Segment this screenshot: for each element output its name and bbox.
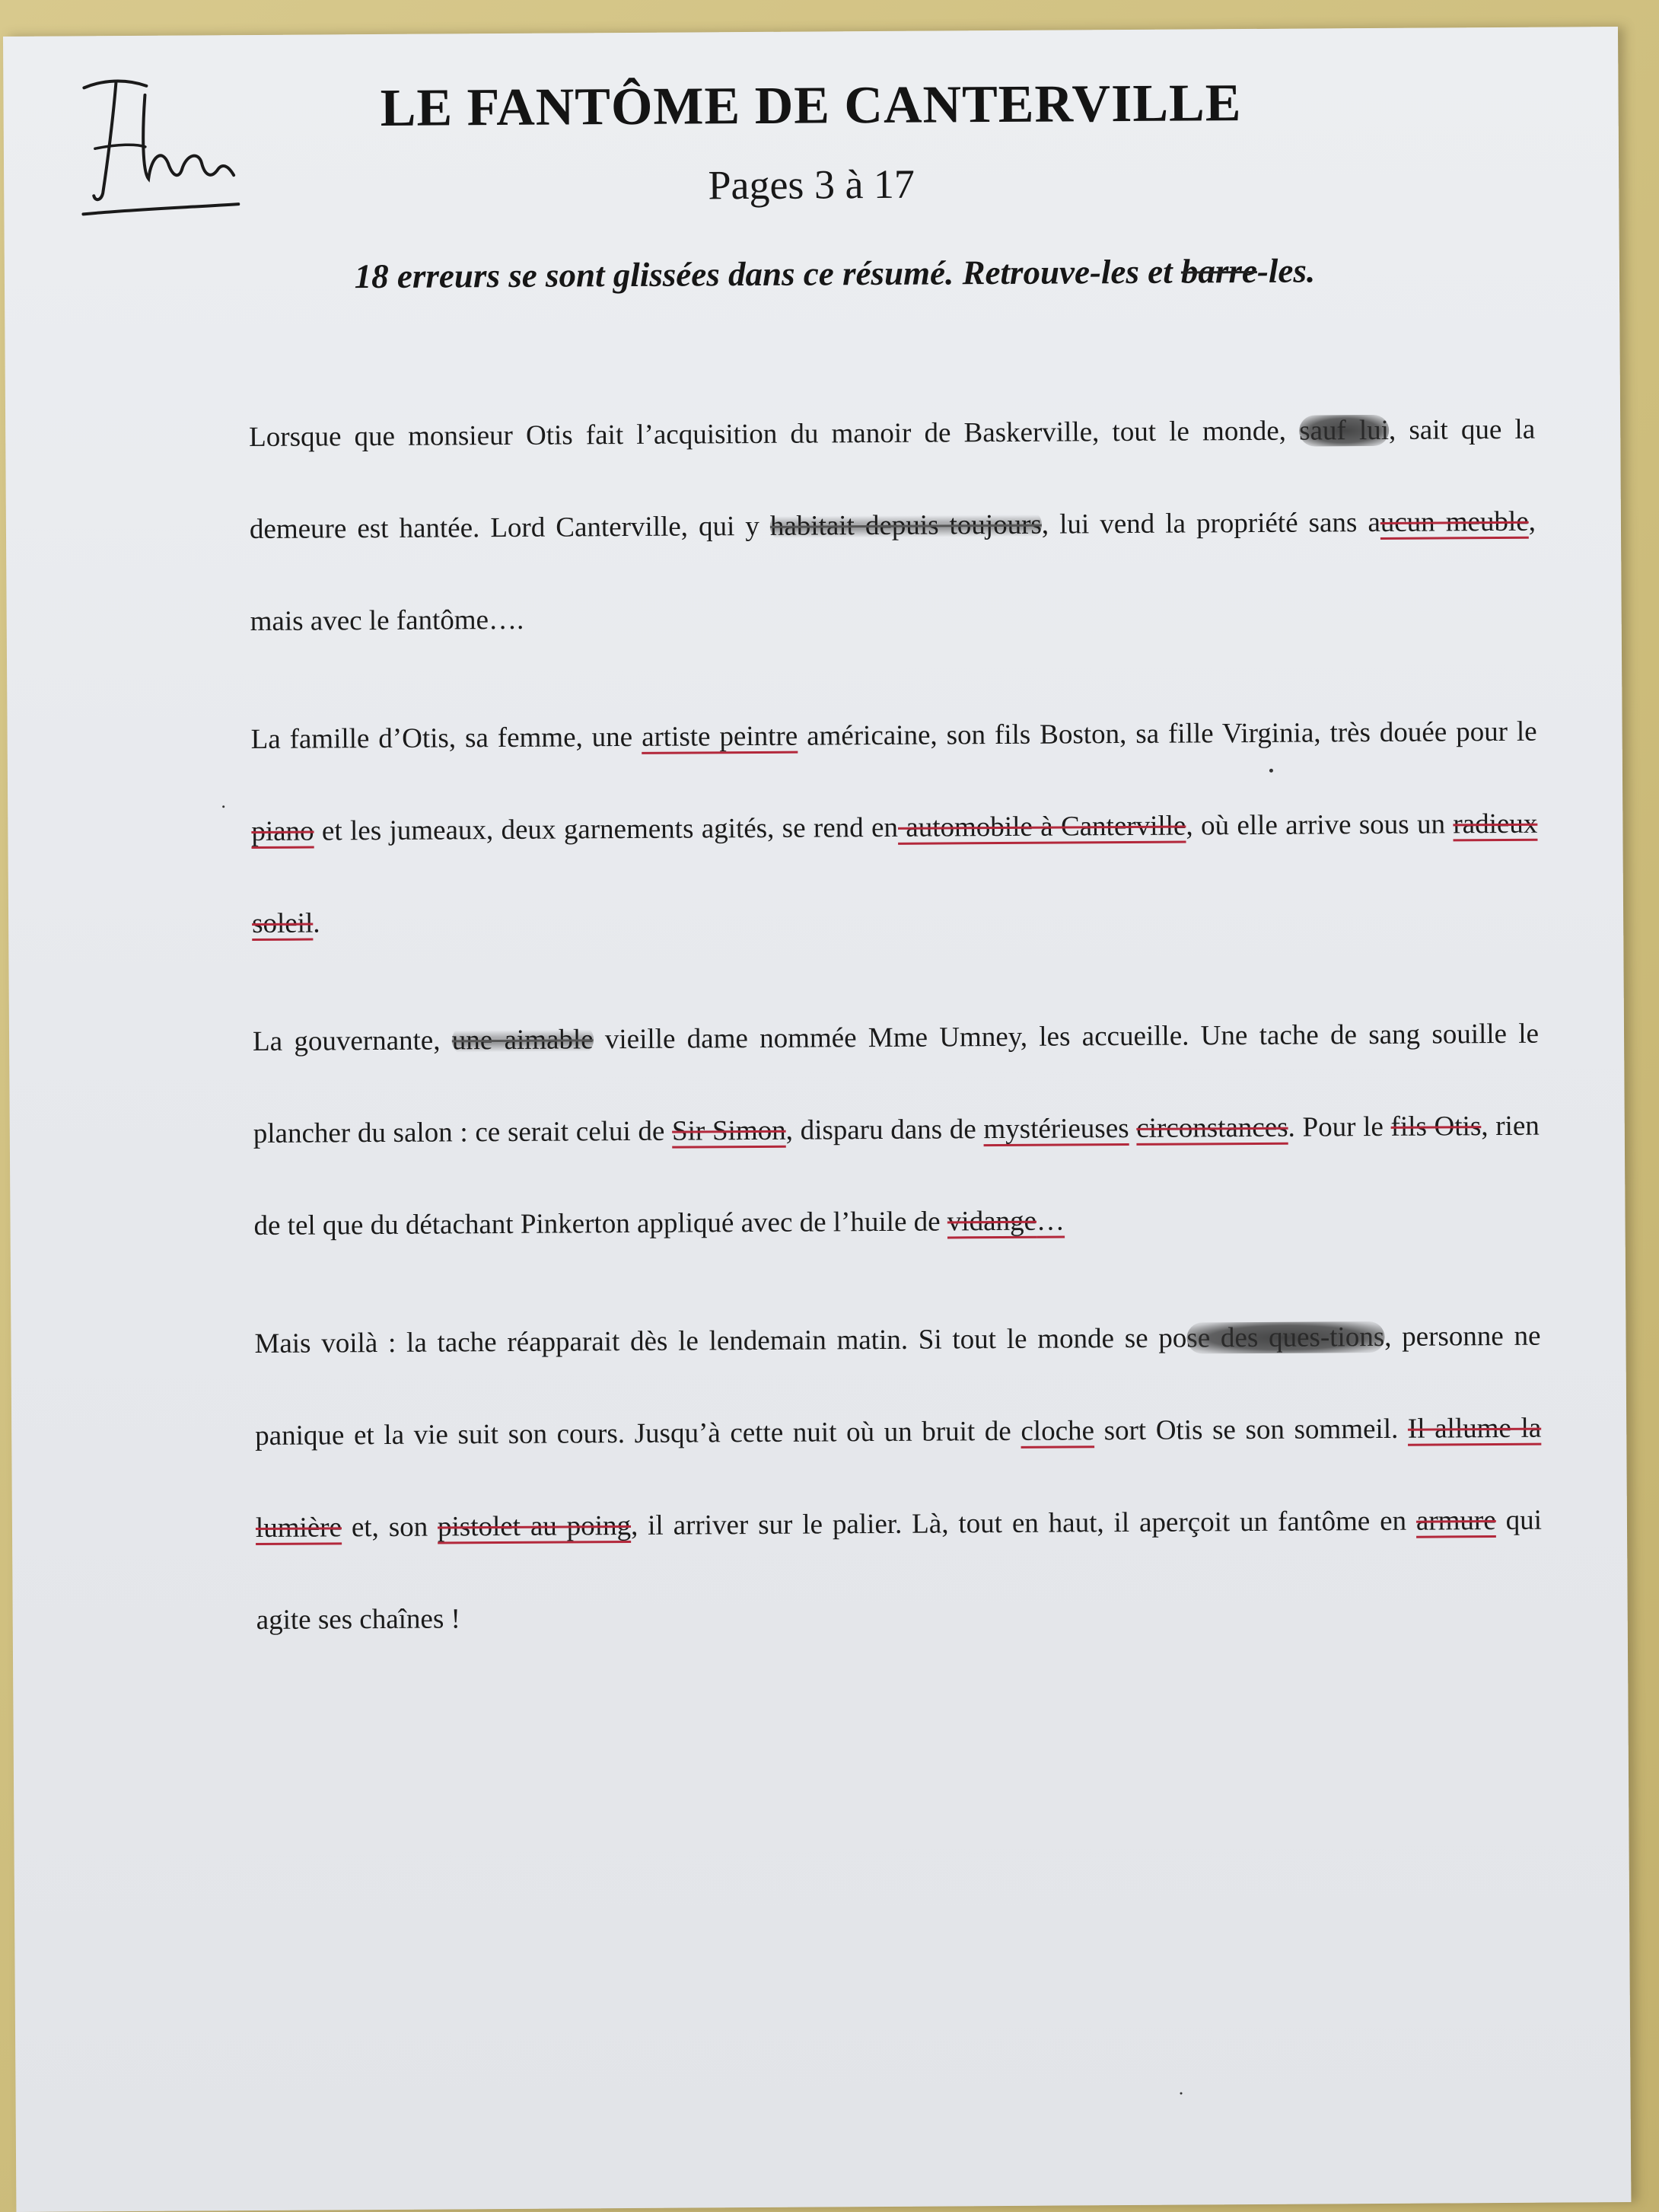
page-range-subtitle: Pages 3 à 17: [708, 161, 915, 209]
text: [1129, 1113, 1136, 1144]
instructions-text: 18 erreurs se sont glissées dans ce résumé. Retrouve-les et: [354, 252, 1182, 296]
text: , personne ne panique et la vie suit son cours. Jusqu’à cette nuit où un bruit de: [255, 1320, 1541, 1452]
instructions-text-end: -les.: [1256, 251, 1316, 290]
paper-speck: [1269, 769, 1273, 773]
text: La famille d’Otis, sa femme, une: [250, 721, 642, 756]
text: , il arriver sur le palier. Là, tout en haut, il aperçoit un fantôme en: [630, 1505, 1417, 1541]
paper-speck: [1180, 2092, 1183, 2095]
red-marked-error: armure: [1415, 1505, 1496, 1537]
red-underlined-error: cloche: [1021, 1415, 1095, 1447]
red-underlined-error: artiste peintre: [641, 720, 798, 753]
text: sort Otis se son sommeil.: [1094, 1413, 1409, 1447]
paragraph-4: [254, 1290, 1543, 1666]
summary-text: [249, 384, 1543, 1692]
text: , mais avec le fantôme….: [250, 505, 1536, 638]
red-marked-error: circonstances: [1136, 1111, 1288, 1144]
red-underlined-ellipsis: …: [1036, 1205, 1065, 1237]
text: qui agite ses chaînes !: [256, 1504, 1543, 1637]
red-marked-error: radieux soleil: [252, 808, 1538, 940]
text: .: [313, 907, 320, 939]
text: , sait que la demeure est hantée. Lord Canterville, qui y: [249, 413, 1536, 546]
text: , disparu dans de: [785, 1114, 984, 1146]
red-marked-error: automobile à Canterville: [897, 810, 1186, 843]
instructions: [5, 249, 1619, 298]
text: Lorsque que monsieur Otis fait l’acquisition du manoir de Baskerville, tout le monde,: [249, 415, 1300, 454]
red-marked-error: pistolet au poing: [437, 1509, 632, 1543]
text: , où elle arrive sous un: [1186, 808, 1454, 842]
red-marked-error: piano: [251, 815, 314, 848]
text: . Pour le: [1288, 1111, 1391, 1143]
text: et les jumeaux, deux garnements agités, se rend en: [314, 811, 899, 847]
page-title: LE FANTÔME DE CANTERVILLE: [380, 74, 1242, 138]
text: , rien de tel que du détachant Pinkerton appliqué avec de l’huile de: [253, 1110, 1540, 1242]
red-struck-error: fils Otis: [1390, 1111, 1482, 1143]
text: vieille dame nommée Mme Umney, les accueille. Une tache de sang souille le plancher du salon : ce serait celui de: [253, 1018, 1540, 1150]
pencil-scribble-error: se des ques-tions: [1186, 1321, 1385, 1354]
text: La gouvernante,: [252, 1025, 452, 1058]
paragraph-2: [250, 686, 1538, 970]
text: , lui vend la propriété sans a: [1041, 506, 1380, 540]
pencil-scribble-error: sauf lui: [1299, 414, 1390, 447]
worksheet-page: [3, 27, 1631, 2212]
text: Mais voilà : la tache réapparait dès le lendemain matin. Si tout le monde se po: [254, 1322, 1187, 1360]
paper-speck: [222, 805, 224, 808]
paragraph-3: [253, 988, 1540, 1272]
red-marked-error: ucun meuble: [1380, 505, 1529, 538]
instructions-struck-word: barre: [1180, 251, 1258, 291]
text: et, son: [341, 1511, 438, 1544]
text: américaine, son fils Boston, sa fille Virginia, très douée pour le: [798, 716, 1537, 752]
pencil-marked-error: habitait depuis toujours: [769, 508, 1042, 542]
paragraph-1: [249, 384, 1536, 668]
red-underlined-error: mystérieuses: [983, 1112, 1129, 1146]
red-marked-error: Sir Simon: [671, 1114, 786, 1147]
red-marked-error: Il allume la lumière: [255, 1412, 1542, 1544]
red-marked-error: vidange: [947, 1205, 1037, 1238]
pencil-marked-error: une aimable: [451, 1024, 594, 1057]
